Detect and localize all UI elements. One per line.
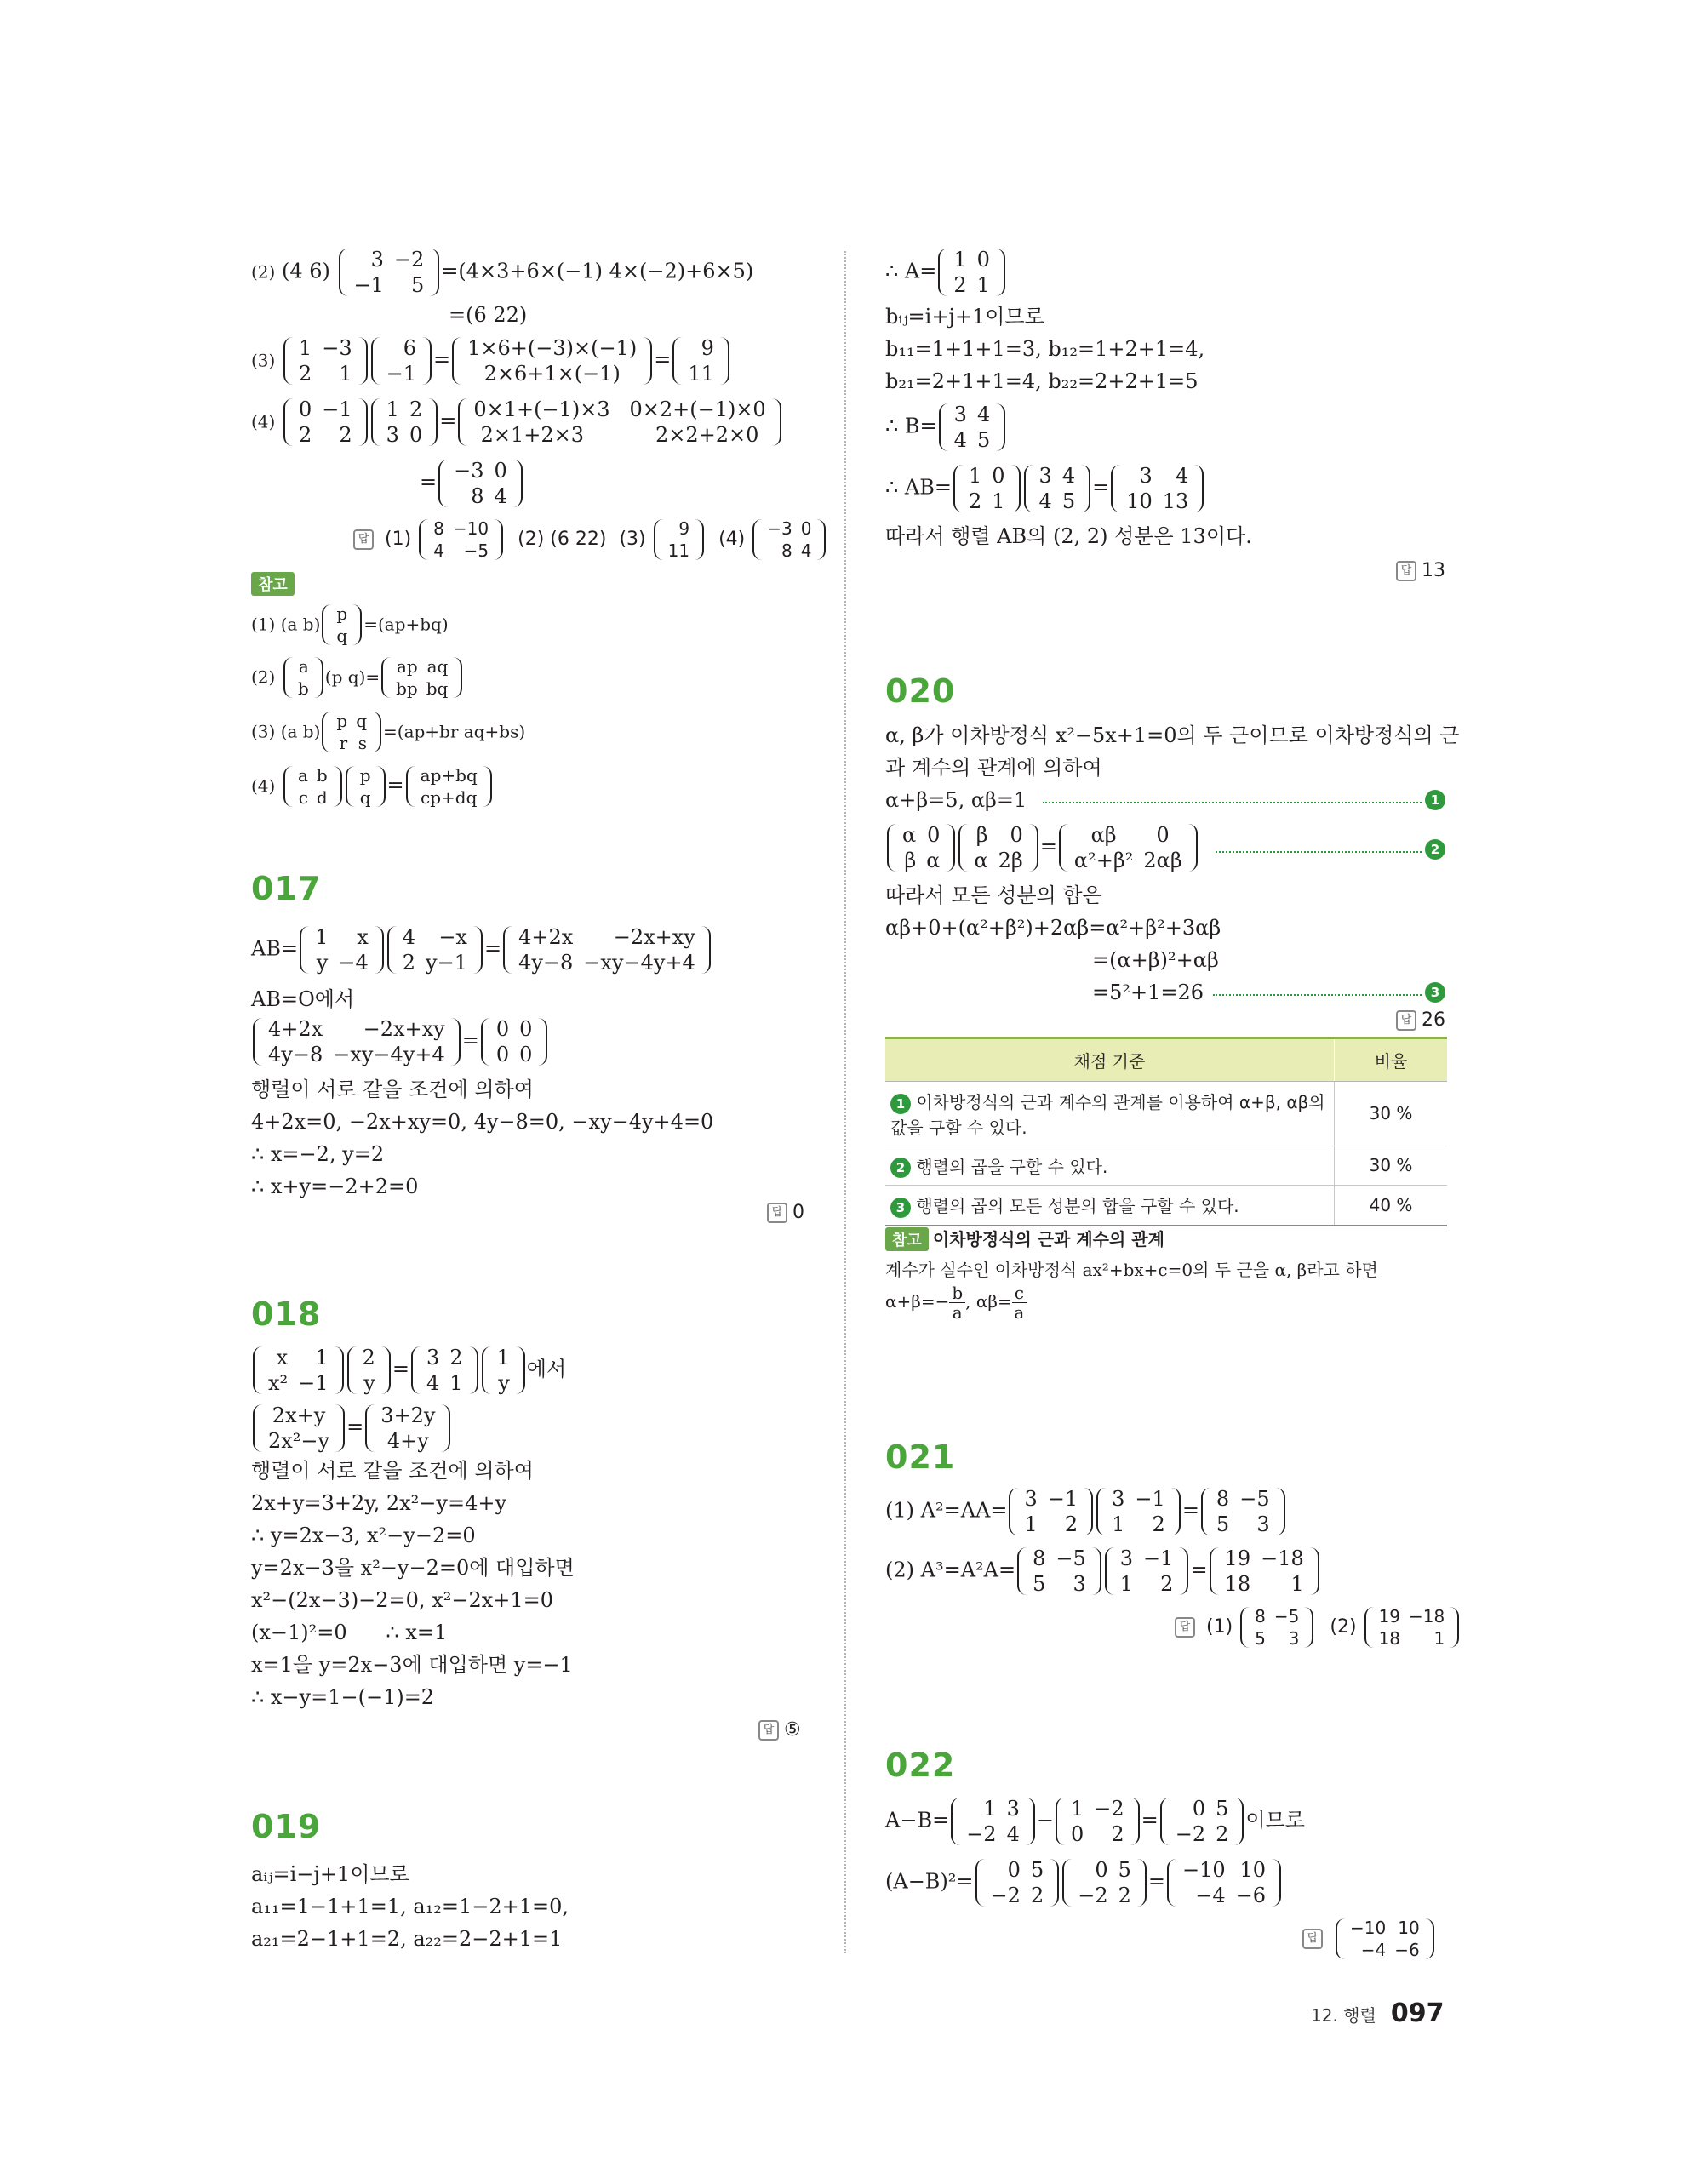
matrix: αβ 0 α²+β² 2αβ <box>1059 822 1198 873</box>
matrix: 0 5 −2 2 <box>1160 1796 1244 1847</box>
answer-icon: 답 <box>353 529 374 550</box>
question-number: 019 <box>251 1808 322 1845</box>
matrix: x 1 x² −1 <box>253 1345 344 1396</box>
q020-line4: α 0 β α β 0 α 2β = αβ 0 α²+β² 2αβ <box>885 822 1199 873</box>
matrix: p q <box>346 764 386 809</box>
step-marker: 1 <box>1425 790 1445 810</box>
q020-line2: 과 계수의 관계에 의하여 <box>885 756 1102 780</box>
scoring-header-ratio: 비율 <box>1335 1038 1448 1082</box>
q018-line1: x 1 x² −1 2 y = 3 2 4 1 1 y 에서 <box>251 1345 566 1396</box>
matrix: a b c d <box>283 764 342 809</box>
matrix: 4 −x 2 y−1 <box>387 924 483 975</box>
q019-line4: bᵢⱼ=i+j+1이므로 <box>885 305 1044 329</box>
question-number: 021 <box>885 1438 956 1476</box>
matrix: 9 11 <box>654 517 704 562</box>
page-footer <box>1311 1998 1445 2028</box>
q018-line9: x=1을 y=2x−3에 대입하면 y=−1 <box>251 1653 573 1677</box>
matrix: α 0 β α <box>887 822 955 873</box>
question-number: 022 <box>885 1747 956 1784</box>
q019-a-matrix: ∴ A= 1 0 2 1 <box>885 247 1007 298</box>
q022-line1: A−B= 1 3 −2 4 − 1 −2 0 2 = 0 5 −2 2 이므로 <box>885 1797 1305 1846</box>
matrix: 1 2 3 0 <box>371 397 438 448</box>
column-divider <box>844 251 846 1953</box>
matrix: 1 x y −4 <box>300 924 384 975</box>
q018-line8: (x−1)²=0 ∴ x=1 <box>251 1621 448 1644</box>
matrix: 0 5 −2 2 <box>975 1857 1060 1908</box>
matrix: 3 4 4 5 <box>939 402 1006 453</box>
answer-icon: 답 <box>1396 561 1416 581</box>
table-row: 2 행렬의 곱을 구할 수 있다. 30 % <box>885 1146 1447 1186</box>
q017-line4: 행렬이 서로 같을 조건에 의하여 <box>251 1078 534 1101</box>
matrix: 0 5 −2 2 <box>1062 1857 1147 1908</box>
step-marker: 2 <box>1425 839 1445 860</box>
matrix: p q r s <box>322 710 381 754</box>
matrix: ap+bq cp+dq <box>406 764 492 809</box>
step-marker: 3 <box>1425 982 1445 1003</box>
dotted-leader <box>1216 851 1422 853</box>
fraction: $\frac{c}{a}$ <box>1012 1284 1027 1322</box>
q021-line2: (2) A³=A²A= 8 −5 5 3 3 −1 1 2 = 19 −18 18 1 <box>885 1546 1321 1597</box>
q018-line3: 행렬이 서로 같을 조건에 의하여 <box>251 1459 534 1483</box>
q020-line6: αβ+0+(α²+β²)+2αβ=α²+β²+3αβ <box>885 916 1221 940</box>
matrix: 3 4 4 5 <box>1024 463 1091 514</box>
q017-line6: ∴ x=−2, y=2 <box>251 1142 385 1166</box>
page-number: 097 <box>1390 1998 1445 2028</box>
answer-icon: 답 <box>1175 1617 1195 1638</box>
dotted-leader <box>1043 802 1422 803</box>
matrix: −3 0 8 4 <box>752 517 826 562</box>
scoring-header-criteria: 채점 기준 <box>885 1038 1335 1082</box>
p016-4-result: = −3 0 8 4 <box>420 458 524 509</box>
q017-line2: AB=O에서 <box>251 987 355 1011</box>
q017-line5: 4+2x=0, −2x+xy=0, 4y−8=0, −xy−4y+4=0 <box>251 1110 714 1134</box>
matrix: p q <box>322 603 362 647</box>
q022-answer <box>1302 1917 1436 1961</box>
question-number: 020 <box>885 672 956 710</box>
q019-line3: a₂₁=2−1+1=2, a₂₂=2−2+1=1 <box>251 1927 563 1951</box>
matrix: 3 −1 1 2 <box>1096 1486 1181 1537</box>
matrix: 8 −5 5 3 <box>1201 1486 1285 1537</box>
q018-line5: ∴ y=2x−3, x²−y−2=0 <box>251 1524 476 1547</box>
answer-icon: 답 <box>1396 1010 1416 1031</box>
matrix: −3 0 8 4 <box>438 458 523 509</box>
q019-line5: b₁₁=1+1+1=3, b₁₂=1+2+1=4, <box>885 337 1205 361</box>
answer-icon: 답 <box>758 1720 779 1741</box>
matrix: 1 y <box>482 1345 525 1396</box>
note-2: (2) a b (p q)= ap aq bp bq <box>251 655 464 700</box>
matrix: 4+2x −2x+xy 4y−8 −xy−4y+4 <box>253 1016 461 1067</box>
matrix: 2x+y 2x²−y <box>253 1403 345 1454</box>
q020-line7: =(α+β)²+αβ <box>1092 948 1219 972</box>
matrix: 1 −3 2 1 <box>283 335 368 386</box>
note-badge: 참고 <box>251 572 295 596</box>
answer-icon: 답 <box>1302 1929 1323 1949</box>
note-4: (4) a b c d p q = ap+bq cp+dq <box>251 764 494 809</box>
matrix: −10 10 −4 −6 <box>1336 1917 1434 1961</box>
question-number: 017 <box>251 870 322 907</box>
q017-line3: 4+2x −2x+xy 4y−8 −xy−4y+4 = 0 0 0 0 <box>251 1016 549 1067</box>
q019-line2: a₁₁=1−1+1=1, a₁₂=1−2+1=0, <box>251 1895 569 1918</box>
p016-2-result: =(6 22) <box>449 303 528 327</box>
q017-line1: AB= 1 x y −4 4 −x 2 y−1 = 4+2x −2x+xy 4y−8 −xy−4y+4 <box>251 924 712 975</box>
matrix: 1 0 2 1 <box>938 247 1005 298</box>
q019-line1: aᵢⱼ=i−j+1이므로 <box>251 1862 409 1886</box>
matrix: β 0 α 2β <box>958 822 1038 873</box>
matrix: 0 −1 2 2 <box>283 397 368 448</box>
note-3: (3) (a b) p q r s =(ap+br aq+bs) <box>251 711 526 753</box>
p016-answer: 답 (1) 8 −10 4 −5 (2) (6 22) (3) 9 11 (4) −3 0 8 4 <box>353 517 827 562</box>
matrix: 1 3 −2 4 <box>951 1796 1035 1847</box>
matrix: 3 −1 1 2 <box>1105 1546 1189 1597</box>
p016-4: (4) 0 −1 2 2 1 2 3 0 = 0×1+(−1)×3 0×2+(−1)×0 2×1+2×3 2×2+2×0 <box>251 397 783 448</box>
q020-note-line1: 계수가 실수인 이차방정식 ax²+bx+c=0의 두 근을 α, β라고 하면 <box>885 1260 1378 1280</box>
q019-line6: b₂₁=2+1+1=4, b₂₂=2+2+1=5 <box>885 369 1199 393</box>
q018-line2: 2x+y 2x²−y = 3+2y 4+y <box>251 1403 452 1454</box>
p016-3: (3) 1 −3 2 1 6 −1 = 1×6+(−3)×(−1) 2×6+1×(−1) = 9 11 <box>251 335 731 386</box>
matrix: 9 11 <box>672 335 729 386</box>
q018-line10: ∴ x−y=1−(−1)=2 <box>251 1685 435 1709</box>
matrix: 2 y <box>347 1345 391 1396</box>
q020-line5: 따라서 모든 성분의 합은 <box>885 883 1102 907</box>
q018-line7: x²−(2x−3)−2=0, x²−2x+1=0 <box>251 1588 554 1612</box>
q018-line6: y=2x−3을 x²−y−2=0에 대입하면 <box>251 1556 575 1580</box>
q021-line1: (1) A²=AA= 3 −1 1 2 3 −1 1 2 = 8 −5 5 3 <box>885 1486 1287 1537</box>
p016-2: (2) (4 6) 3 −2 −1 5 =(4×3+6×(−1) 4×(−2)+6×5) <box>251 248 754 297</box>
matrix: 0 0 0 0 <box>481 1016 548 1067</box>
matrix: 6 −1 <box>371 335 432 386</box>
q019-b-matrix: ∴ B= 3 4 4 5 <box>885 402 1007 453</box>
matrix: ap aq bp bq <box>381 655 462 700</box>
q018-line4: 2x+y=3+2y, 2x²−y=4+y <box>251 1491 506 1515</box>
scoring-table <box>885 1037 1447 1226</box>
q019-answer: 답 13 <box>1396 560 1445 581</box>
chapter-label: 12. 행렬 <box>1311 2005 1376 2026</box>
q020-note-line2: α+β=− $\frac{b}{a}$ , αβ= $\frac{c}{a}$ <box>885 1284 1027 1322</box>
q017-answer: 답 0 <box>767 1202 804 1223</box>
matrix: 1 0 2 1 <box>953 463 1021 514</box>
question-number: 018 <box>251 1295 322 1333</box>
q019-ab-matrix: ∴ AB= 1 0 2 1 3 4 4 5 = 3 4 10 13 <box>885 463 1205 514</box>
matrix: 19 −18 18 1 <box>1364 1605 1460 1649</box>
note-1: (1) (a b) p q =(ap+bq) <box>251 603 449 646</box>
matrix: 8 −10 4 −5 <box>419 517 503 562</box>
table-row: 3 행렬의 곱의 모든 성분의 합을 구할 수 있다. 40 % <box>885 1186 1447 1226</box>
answer-icon: 답 <box>767 1203 787 1223</box>
q020-answer: 답 26 <box>1396 1009 1445 1031</box>
matrix: 4+2x −2x+xy 4y−8 −xy−4y+4 <box>503 924 711 975</box>
matrix: 3 2 4 1 <box>411 1345 478 1396</box>
q020-line1: α, β가 이차방정식 x²−5x+1=0의 두 근이므로 이차방정식의 근 <box>885 723 1460 747</box>
matrix: 3 −2 −1 5 <box>339 247 440 298</box>
q020-line8: =5²+1=26 <box>1092 981 1204 1004</box>
matrix: 8 −5 5 3 <box>1017 1546 1101 1597</box>
q019-conclusion: 따라서 행렬 AB의 (2, 2) 성분은 13이다. <box>885 524 1252 548</box>
matrix: 1×6+(−3)×(−1) 2×6+1×(−1) <box>452 335 652 386</box>
dotted-leader <box>1213 994 1422 996</box>
matrix: 3+2y 4+y <box>365 1403 450 1454</box>
q020-note-title: 참고 이차방정식의 근과 계수의 관계 <box>885 1226 1164 1251</box>
matrix: 19 −18 18 1 <box>1210 1546 1319 1597</box>
q018-answer: 답 ⑤ <box>758 1719 801 1741</box>
q017-line7: ∴ x+y=−2+2=0 <box>251 1175 419 1198</box>
matrix: a b <box>283 655 323 700</box>
matrix: 0×1+(−1)×3 0×2+(−1)×0 2×1+2×3 2×2+2×0 <box>458 397 781 448</box>
matrix: 3 4 10 13 <box>1111 463 1204 514</box>
matrix: 1 −2 0 2 <box>1056 1796 1140 1847</box>
matrix: 3 −1 1 2 <box>1009 1486 1093 1537</box>
q022-line2: (A−B)²= 0 5 −2 2 0 5 −2 2 = −10 10 −4 −6 <box>885 1857 1283 1908</box>
matrix: −10 10 −4 −6 <box>1167 1857 1281 1908</box>
table-row: 1 이차방정식의 근과 계수의 관계를 이용하여 α+β, αβ의 값을 구할 수 있다. 30 % <box>885 1082 1447 1146</box>
q021-answer: 답 (1) 8 −5 5 3 (2) 19 −18 18 1 <box>1175 1605 1461 1649</box>
matrix: 8 −5 5 3 <box>1240 1605 1313 1649</box>
fraction: $\frac{b}{a}$ <box>949 1284 965 1322</box>
q020-line3: α+β=5, αβ=1 <box>885 788 1027 812</box>
